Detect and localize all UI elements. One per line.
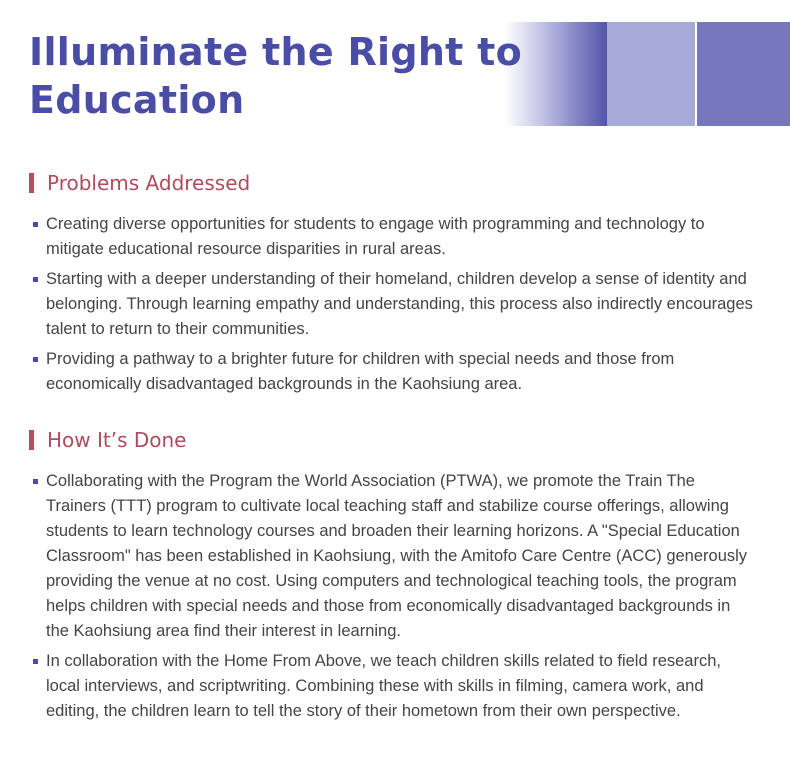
list-item-text: Providing a pathway to a brighter future for children with special needs and those from economically disadvantaged backgrounds in the Kaohsiung area.: [46, 350, 675, 393]
heading-bar-icon: [29, 430, 34, 450]
square-bullet-icon: [33, 277, 38, 282]
banner-middle-block: [607, 22, 695, 126]
square-bullet-icon: [33, 479, 38, 484]
list-item-text: In collaboration with the Home From Above, we teach children skills related to field research, local interviews, and scriptwriting. Combining these with skills in filming, camera work, and editing, the children learn to tell the story of their hometown from their own perspective.: [46, 652, 721, 720]
square-bullet-icon: [33, 659, 38, 664]
list-item: [33, 212, 753, 262]
problems-list: [33, 212, 753, 402]
list-item-text: Creating diverse opportunities for students to engage with programming and technology to mitigate educational resource disparities in rural areas.: [46, 215, 705, 258]
list-item-text: Collaborating with the Program the World Association (PTWA), we promote the Train The Trainers (TTT) program to cultivate local teaching staff and stabilize course offerings, allowing students to learn technology courses and broaden their learning horizons. A "Special Education Classroom" has been established in Kaohsiung, with the Amitofo Care Centre (ACC) generously providing the venue at no cost. Using computers and technological teaching tools, the program helps children with special needs and those from economically disadvantaged backgrounds in the Kaohsiung area find their interest in learning.: [46, 472, 748, 640]
heading-bar-icon: [29, 173, 34, 193]
list-item: [33, 469, 753, 644]
square-bullet-icon: [33, 357, 38, 362]
list-item-text: Starting with a deeper understanding of their homeland, children develop a sense of identity and belonging. Through learning empathy and understanding, this process also indirectly encourages talent to return to their communities.: [46, 270, 753, 338]
page-title-line-1: Illuminate the Right to: [29, 30, 523, 74]
how-heading-label: How It’s Done: [47, 428, 187, 452]
how-list: [33, 469, 753, 729]
problems-heading: [29, 171, 250, 195]
page-title: [29, 28, 522, 124]
list-item: [33, 267, 753, 342]
problems-heading-label: Problems Addressed: [47, 171, 251, 195]
list-item: [33, 649, 753, 724]
banner-right-block: [697, 22, 790, 126]
square-bullet-icon: [33, 222, 38, 227]
page-title-line-2: Education: [29, 78, 245, 122]
decorative-banner: [505, 22, 790, 126]
list-item: [33, 347, 753, 397]
how-heading: [29, 428, 186, 452]
